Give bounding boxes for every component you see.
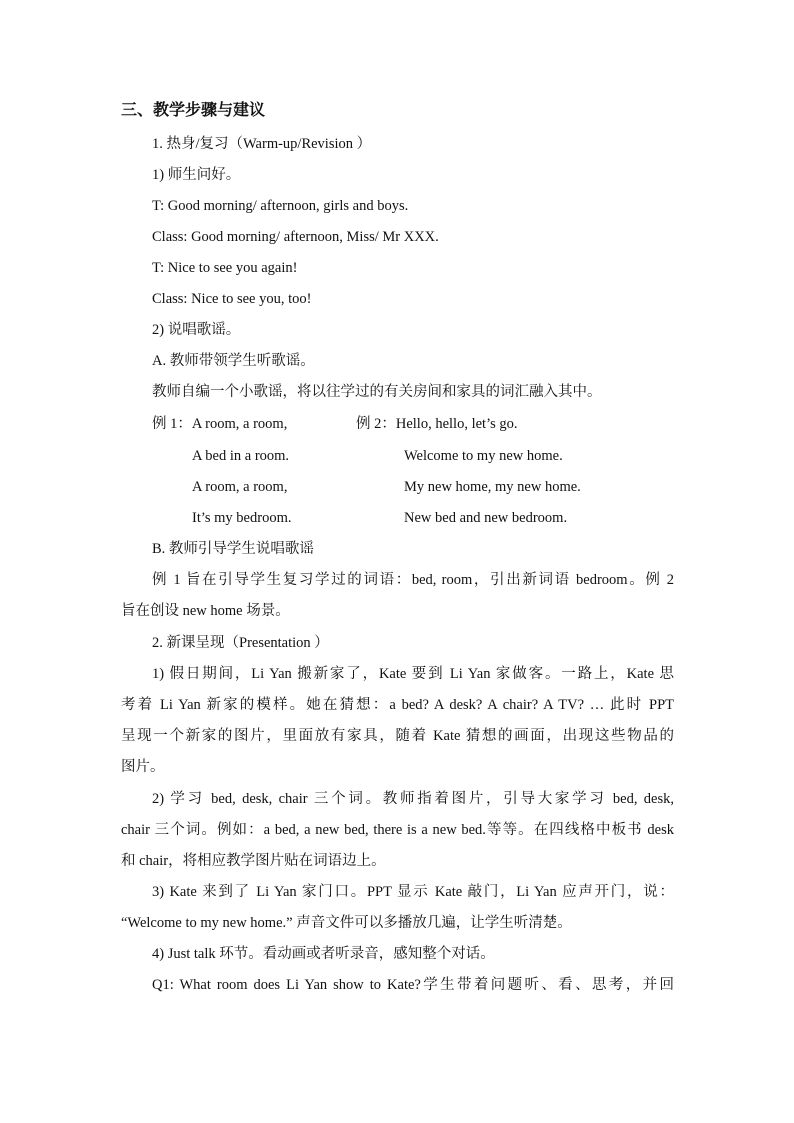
example-1-label: 例 1：A room, a room, [152, 416, 288, 432]
example-1-line: A bed in a room. [192, 448, 290, 464]
dialogue-line: Class: Nice to see you, too! [152, 291, 312, 307]
dialogue-line: T: Nice to see you again! [152, 260, 298, 276]
paragraph-line: 图片。 [121, 759, 165, 775]
paragraph-line: Q1: What room does Li Yan show to Kate?学生带着问题听、看、思考，并回 [152, 977, 674, 993]
section-title: 三、教学步骤与建议 [121, 102, 266, 119]
step-a-title: A. 教师带领学生听歌谣。 [152, 353, 315, 369]
step-b-description: 例 1 旨在引导学生复习学过的词语：bed, room，引出新词语 bedroom。例 2 [152, 572, 674, 588]
paragraph-line: 2) 学习 bed, desk, chair 三个词。教师指着图片，引导大家学习 bed, desk, [152, 791, 674, 807]
greeting-title: 1) 师生问好。 [152, 167, 241, 183]
paragraph-line: “Welcome to my new home.” 声音文件可以多播放几遍，让学生听清楚。 [121, 915, 572, 931]
step-b-description: 旨在创设 new home 场景。 [121, 603, 290, 619]
example-1-line: It’s my bedroom. [192, 510, 292, 526]
paragraph-line: 1) 假日期间，Li Yan 搬新家了，Kate 要到 Li Yan 家做客。一路上，Kate 思 [152, 666, 674, 682]
example-2-line: Welcome to my new home. [404, 448, 563, 464]
chant-title: 2) 说唱歌谣。 [152, 322, 241, 338]
warmup-title: 1. 热身/复习（Warm-up/Revision ） [152, 136, 372, 152]
example-2-line: New bed and new bedroom. [404, 510, 568, 526]
presentation-title: 2. 新课呈现（Presentation ） [152, 635, 329, 651]
paragraph-line: 呈现一个新家的图片，里面放有家具，随着 Kate 猜想的画面，出现这些物品的 [121, 728, 674, 744]
dialogue-line: Class: Good morning/ afternoon, Miss/ Mr XXX. [152, 229, 439, 245]
paragraph-line: 和 chair，将相应教学图片贴在词语边上。 [121, 853, 386, 869]
dialogue-line: T: Good morning/ afternoon, girls and boys. [152, 198, 409, 214]
example-2-line: My new home, my new home. [404, 479, 581, 495]
paragraph-line: 4) Just talk 环节。看动画或者听录音，感知整个对话。 [152, 946, 495, 962]
paragraph-line: 3) Kate 来到了 Li Yan 家门口。PPT 显示 Kate 敲门，Li Yan 应声开门，说： [152, 884, 674, 900]
example-2-label: 例 2：Hello, hello, let’s go. [356, 416, 518, 432]
step-a-description: 教师自编一个小歌谣，将以往学过的有关房间和家具的词汇融入其中。 [152, 384, 602, 400]
paragraph-line: 考着 Li Yan 新家的模样。她在猜想：a bed? A desk? A chair? A TV? … 此时 PPT [121, 697, 674, 713]
paragraph-line: chair 三个词。例如：a bed, a new bed, there is a new bed.等等。在四线格中板书 desk [121, 822, 674, 838]
step-b-title: B. 教师引导学生说唱歌谣 [152, 541, 314, 557]
example-1-line: A room, a room, [192, 479, 288, 495]
